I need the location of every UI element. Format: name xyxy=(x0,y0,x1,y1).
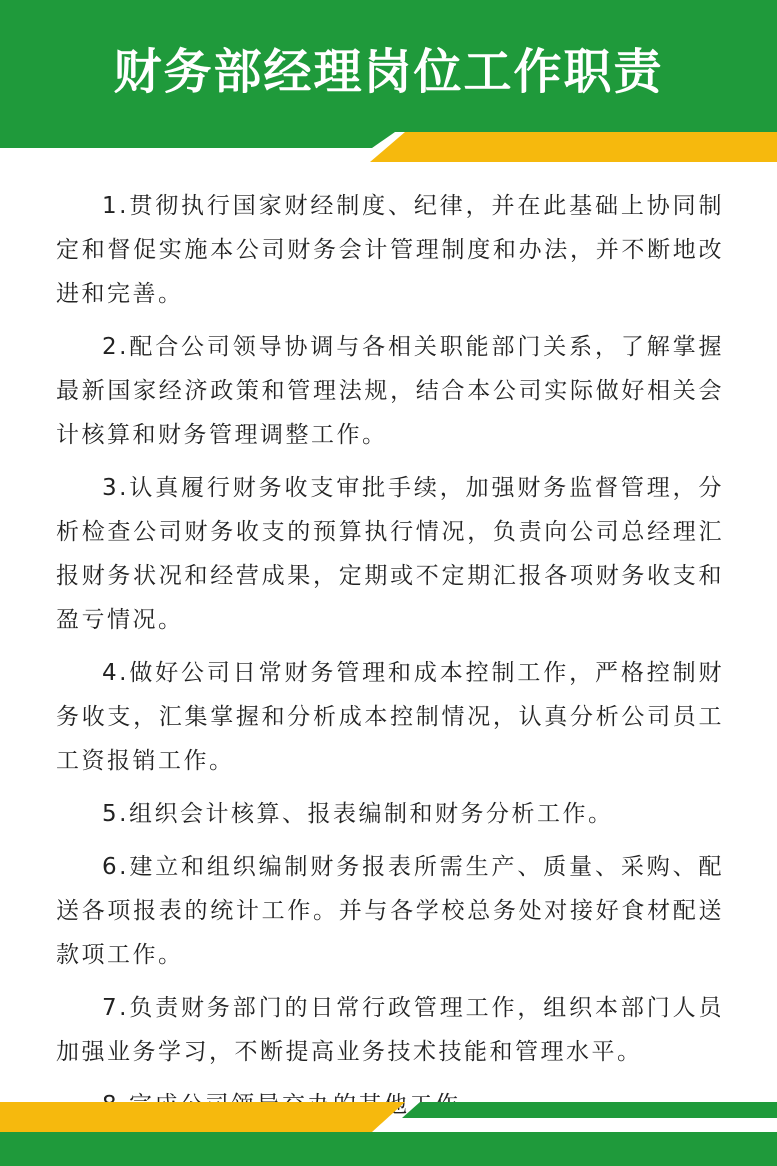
duty-item-2: 2.配合公司领导协调与各相关职能部门关系，了解掌握最新国家经济政策和管理法规，结合本公司实际做好相关会计核算和财务管理调整工作。 xyxy=(56,334,724,448)
duty-item-5: 5.组织会计核算、报表编制和财务分析工作。 xyxy=(102,801,614,827)
header-banner xyxy=(0,0,777,165)
duty-item-4: 4.做好公司日常财务管理和成本控制工作，严格控制财务收支，汇集掌握和分析成本控制情况，认真分析公司员工工资报销工作。 xyxy=(56,660,724,774)
footer-green-band xyxy=(0,1132,777,1166)
page-title: 财务部经理岗位工作职责 xyxy=(113,44,664,100)
header-green-stripe xyxy=(0,132,395,148)
duty-item-6: 6.建立和组织编制财务报表所需生产、质量、采购、配送各项报表的统计工作。并与各学校总务处对接好食材配送款项工作。 xyxy=(56,854,724,968)
header-yellow-stripe xyxy=(370,132,777,162)
duties-list xyxy=(56,184,724,1136)
duty-item-3: 3.认真履行财务收支审批手续，加强财务监督管理，分析检查公司财务收支的预算执行情况，负责向公司总经理汇报财务状况和经营成果，定期或不定期汇报各项财务收支和盈亏情况。 xyxy=(56,475,724,633)
footer-stripes xyxy=(0,1098,777,1166)
footer-yellow-stripe xyxy=(0,1102,405,1132)
duty-item-7: 7.负责财务部门的日常行政管理工作，组织本部门人员加强业务学习，不断提高业务技术技能和管理水平。 xyxy=(56,995,724,1065)
footer-green-stripe xyxy=(402,1102,777,1118)
duty-item-1: 1.贯彻执行国家财经制度、纪律，并在此基础上协同制定和督促实施本公司财务会计管理制度和办法，并不断地改进和完善。 xyxy=(56,193,724,307)
footer-banner xyxy=(0,1098,777,1166)
